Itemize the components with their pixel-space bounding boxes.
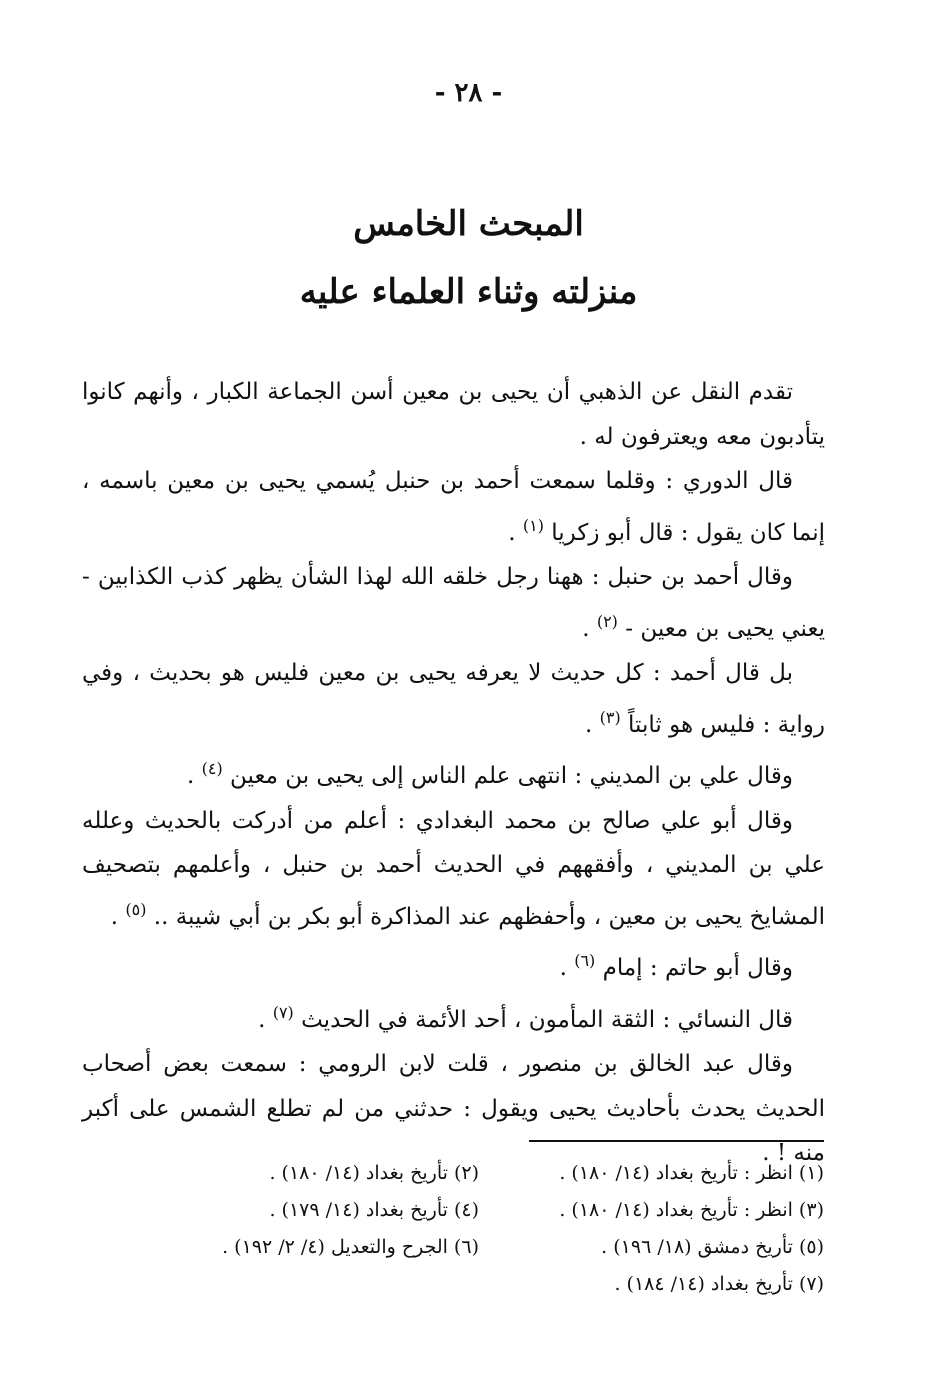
footnote-ref: (٣) — [599, 707, 621, 727]
footnote-ref: (٢) — [596, 611, 618, 631]
footnote-ref: (٤) — [201, 759, 223, 778]
footnote-row — [115, 1266, 824, 1303]
footnote-ref: (٦) — [574, 951, 596, 970]
paragraph — [82, 555, 825, 651]
footnote: (٤) تأريخ بغداد (١٤/ ١٧٩) . — [269, 1199, 479, 1221]
paragraph-text: تقدم النقل عن الذهبي أن يحيى بن معين أسن الجماعة الكبار ، وأنهم كانوا يتأدبون معه ويعترفون له . — [82, 379, 825, 450]
paragraph-text: وقال أحمد بن حنبل : ههنا رجل خلقه الله لهذا الشأن يظهر كذب الكذابين - يعني يحيى بن معين - — [82, 564, 825, 642]
paragraph-text: بل قال أحمد : كل حديث لا يعرفه يحيى بن معين فليس هو بحديث ، وفي رواية : فليس هو ثابتاً — [82, 660, 825, 738]
paragraph — [82, 991, 825, 1043]
paragraph-tail: . — [258, 1006, 273, 1033]
footnote — [134, 1266, 479, 1303]
body-text — [82, 370, 825, 1176]
footnote-divider — [529, 1140, 824, 1142]
footnote: (٦) الجرح والتعديل (٤/ ٢/ ١٩٢) . — [222, 1236, 479, 1258]
paragraph-tail: . — [110, 903, 126, 930]
paragraph-text: وقال عبد الخالق بن منصور ، قلت لابن الرومي : سمعت بعض أصحاب الحديث يحدث بأحاديث يحيى ويقول : حدثني من لم تطلع الشمس على أكبر منه ! . — [82, 1051, 825, 1166]
paragraph — [82, 651, 825, 747]
paragraph — [82, 370, 825, 459]
paragraph — [82, 459, 825, 555]
paragraph-tail: . — [584, 711, 600, 738]
footnote: (١) انظر : تأريخ بغداد (١٤/ ١٨٠) . — [559, 1162, 824, 1184]
footnote: (٢) تأريخ بغداد (١٤/ ١٨٠) . — [269, 1162, 479, 1184]
footnote-row — [115, 1192, 824, 1229]
footnote-ref: (٧) — [272, 1002, 294, 1022]
paragraph-text: وقال علي بن المديني : انتهى علم الناس إلى يحيى بن معين — [230, 763, 793, 789]
page-number: - ٢٨ - — [434, 78, 503, 108]
paragraph-tail: . — [559, 955, 575, 981]
footnote-ref: (١) — [522, 515, 544, 535]
footnote: (٥) تأريخ دمشق (١٨/ ١٩٦) . — [601, 1236, 824, 1258]
paragraph-tail: . — [582, 615, 597, 642]
paragraph — [82, 939, 825, 991]
footnote-row — [115, 1229, 824, 1266]
paragraph — [82, 799, 825, 940]
paragraph-text: قال الدوري : وقلما سمعت أحمد بن حنبل يُسمي يحيى بن معين باسمه ، إنما كان يقول : قال أبو زكريا — [82, 468, 825, 546]
paragraph-text: وقال أبو حاتم : إمام — [602, 955, 793, 981]
footnotes — [115, 1155, 824, 1303]
paragraph-tail: . — [508, 519, 523, 546]
footnote-ref: (٥) — [125, 899, 147, 919]
chapter-subtitle: منزلته وثناء العلماء عليه — [299, 272, 638, 312]
footnote-row — [115, 1155, 824, 1192]
footnote: (٧) تأريخ بغداد (١٤/ ١٨٤) . — [614, 1273, 824, 1295]
paragraph-text: قال النسائي : الثقة المأمون ، أحد الأئمة في الحديث — [301, 1006, 793, 1033]
chapter-title: المبحث الخامس — [353, 204, 584, 244]
paragraph-tail: . — [187, 763, 202, 789]
footnote: (٣) انظر : تأريخ بغداد (١٤/ ١٨٠) . — [559, 1199, 824, 1221]
paragraph-text: وقال أبو علي صالح بن محمد البغدادي : أعلم من أدركت بالحديث وعلله علي بن المديني ، وأفقههم في الحديث أحمد بن حنبل ، وأعلمهم بتصحيف المشايخ يحيى بن معين ، وأحفظهم عند المذاكرة أبو بكر بن أبي شيبة .. — [82, 807, 825, 930]
paragraph — [82, 747, 825, 799]
